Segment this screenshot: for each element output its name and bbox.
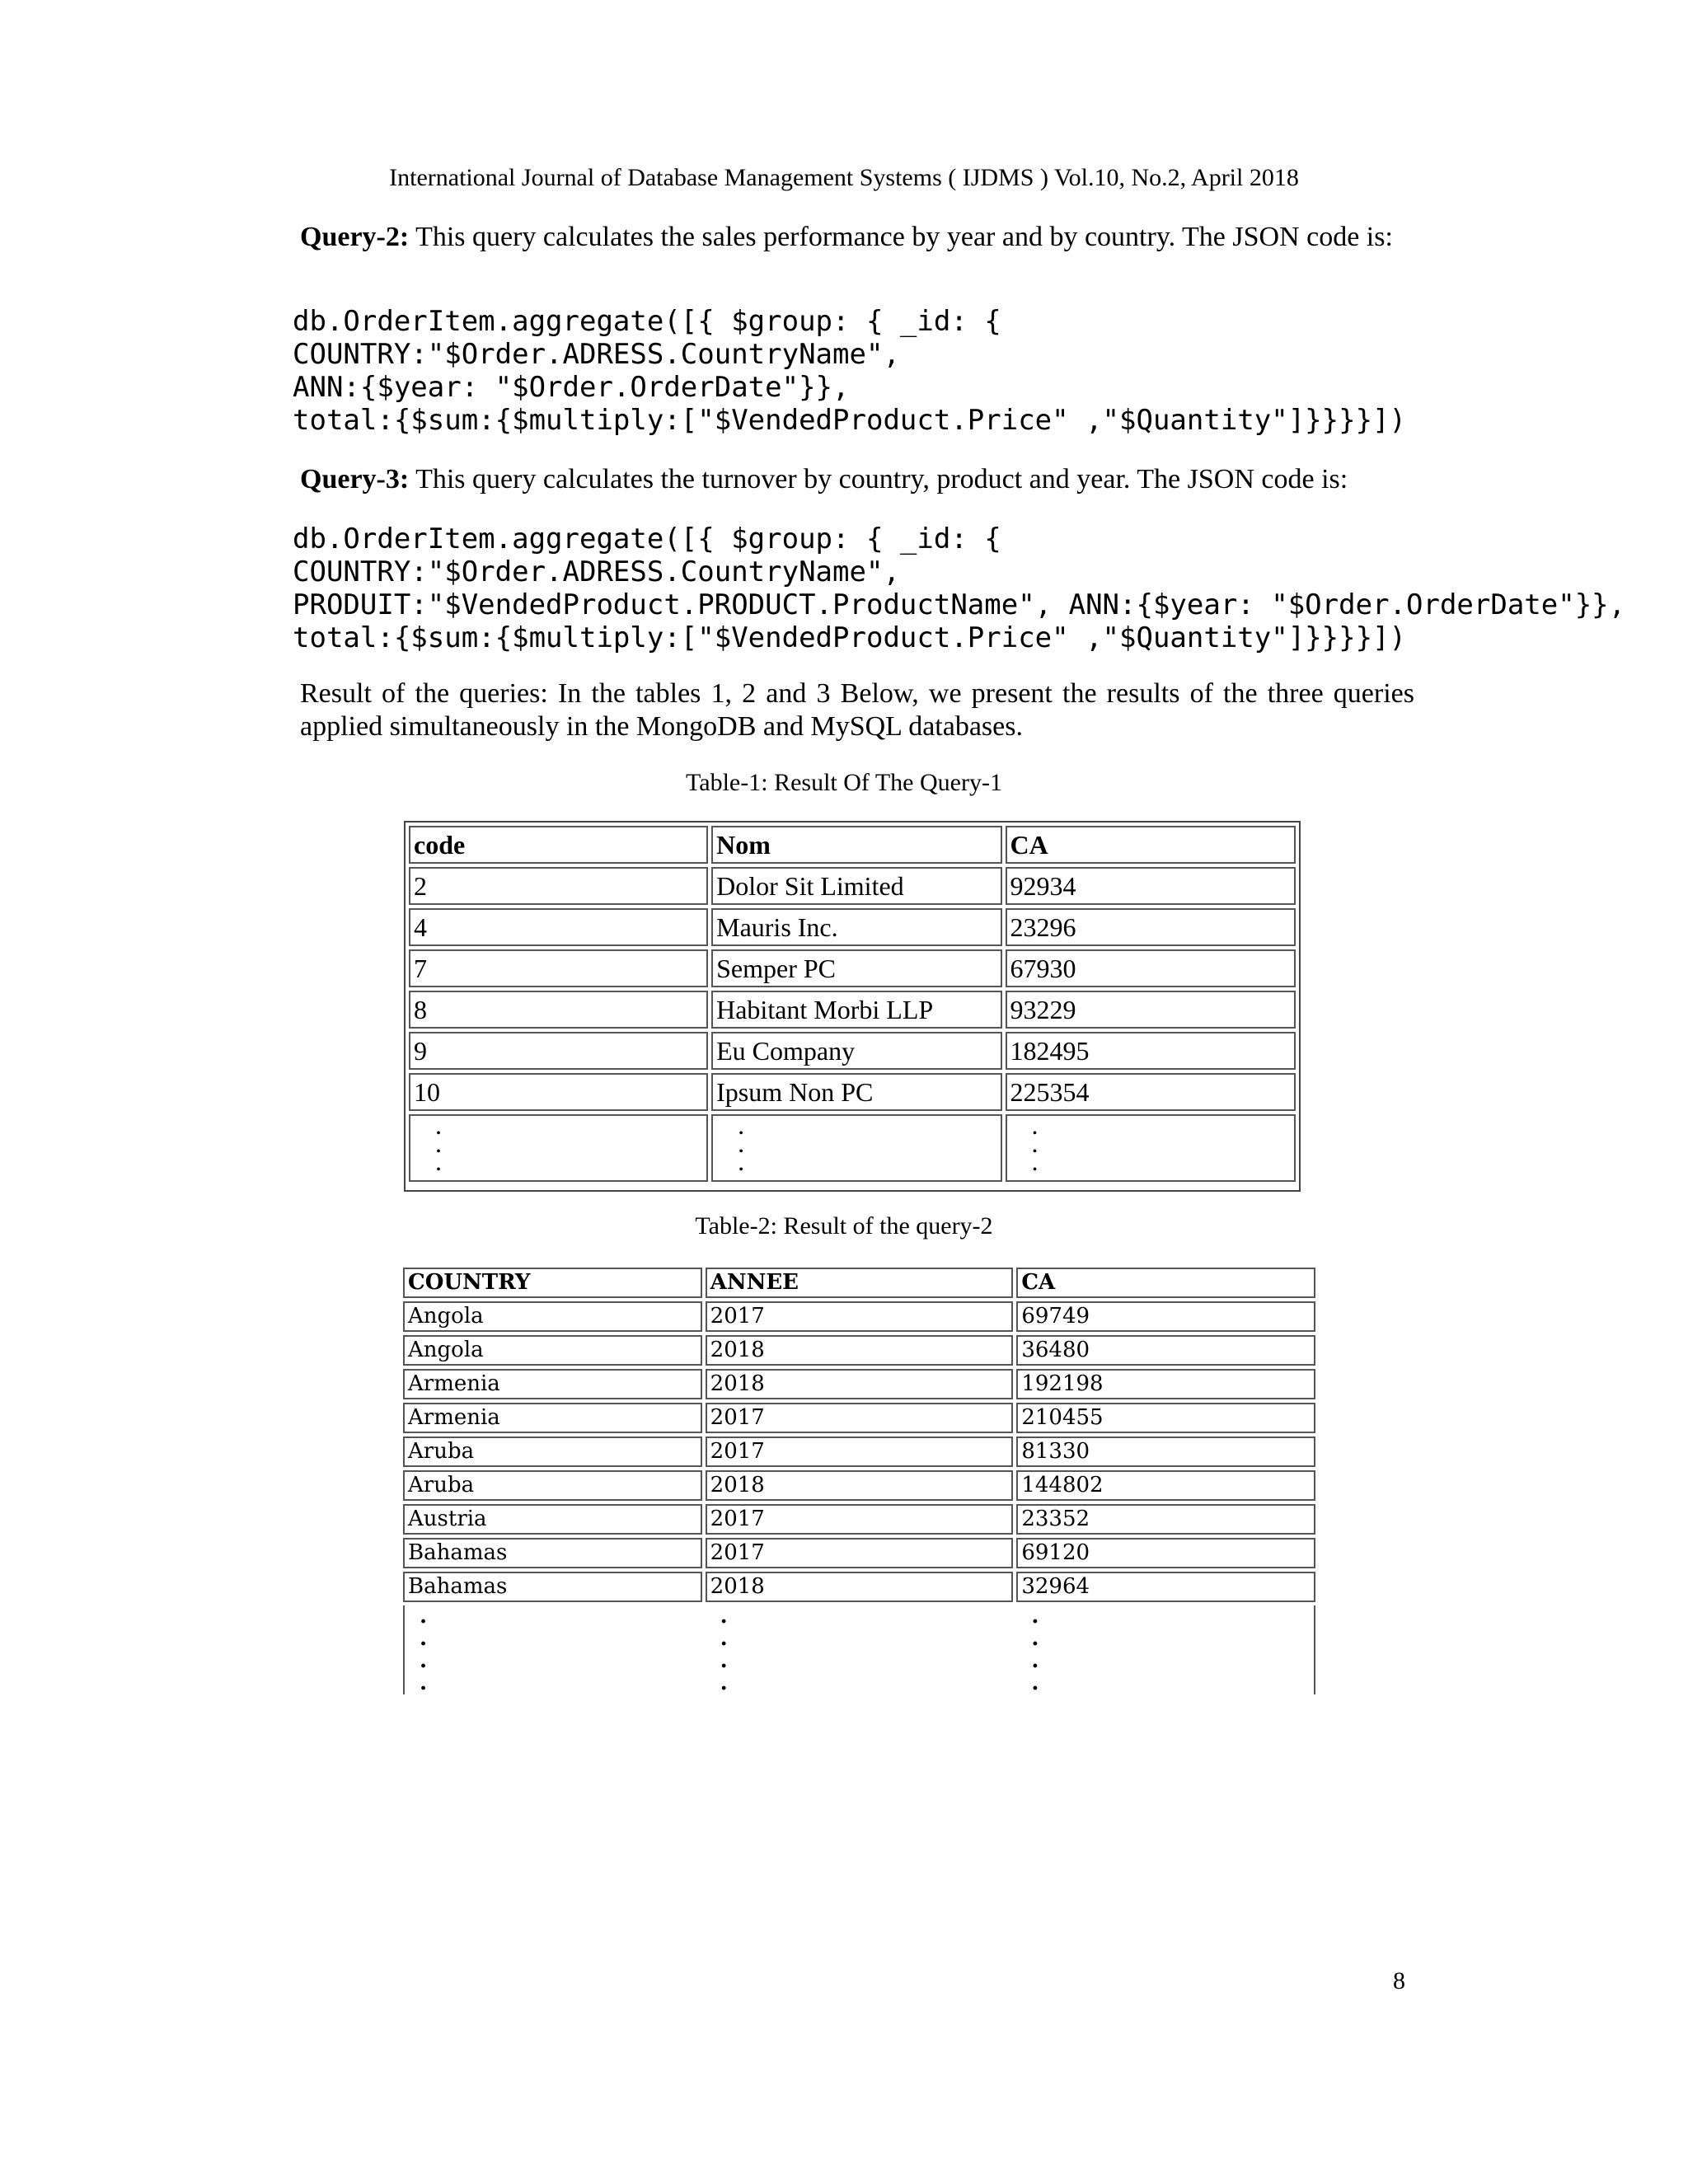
query2-code: db.OrderItem.aggregate([{ $group: { _id: { COUNTRY:"$Order.ADRESS.CountryName", ANN:{$year: "$Order.OrderDate"}}, total:{$sum:{$multiply:["$VendedProduct.Price" ,"$Quantity"]}}}}]) (293, 305, 1407, 437)
table-cell: 2017 (706, 1403, 1014, 1433)
table-row (403, 1504, 1315, 1535)
table1-header-row (409, 826, 1296, 864)
table-row (409, 908, 1296, 946)
table1 (404, 821, 1301, 1192)
table2-header-ca: CA (1016, 1268, 1315, 1298)
table-cell: 69120 (1016, 1538, 1315, 1568)
table-cell: 210455 (1016, 1403, 1315, 1433)
table-cell: 8 (409, 991, 708, 1029)
table-cell: 7 (409, 949, 708, 987)
table-row (403, 1470, 1315, 1501)
table-cell: 2018 (706, 1572, 1014, 1602)
table-cell: 2018 (706, 1335, 1014, 1366)
ellipsis-cell: . . . (711, 1114, 1001, 1182)
ellipsis-row (403, 1605, 1315, 1694)
table-row (403, 1538, 1315, 1568)
query2-paragraph (300, 221, 1414, 254)
table-cell: Dolor Sit Limited (711, 867, 1001, 905)
table-cell: Armenia (403, 1369, 702, 1399)
table-cell: 32964 (1016, 1572, 1315, 1602)
table-cell: Aruba (403, 1470, 702, 1501)
table-cell: Bahamas (403, 1538, 702, 1568)
table-cell: 2017 (706, 1436, 1014, 1467)
query3-text: This query calculates the turnover by country, product and year. The JSON code is: (409, 464, 1348, 494)
table2-header-country: COUNTRY (403, 1268, 702, 1298)
result-paragraph: Result of the queries: In the tables 1, 2 and 3 Below, we present the results of the three queries applied simultaneously in the MongoDB and MySQL databases. (300, 678, 1414, 742)
table1-header-code: code (409, 826, 708, 864)
table-cell: Habitant Morbi LLP (711, 991, 1001, 1029)
table-row (409, 949, 1296, 987)
table-cell: Aruba (403, 1436, 702, 1467)
table-row (403, 1403, 1315, 1433)
table2-header-row (403, 1268, 1315, 1298)
table-cell: 2017 (706, 1504, 1014, 1535)
table-cell: 2 (409, 867, 708, 905)
ellipsis-cell: . . . (1006, 1114, 1296, 1182)
table-cell: 23352 (1016, 1504, 1315, 1535)
table-row (403, 1572, 1315, 1602)
table-cell: 2018 (706, 1369, 1014, 1399)
query2-label: Query-2: (300, 222, 410, 252)
query2-text: This query calculates the sales performance by year and by country. The JSON code is: (409, 222, 1393, 252)
table-cell: 9 (409, 1032, 708, 1070)
table-cell: 92934 (1006, 867, 1296, 905)
table-cell: 93229 (1006, 991, 1296, 1029)
table-cell: 192198 (1016, 1369, 1315, 1399)
table-cell: Armenia (403, 1403, 702, 1433)
ellipsis-cell: . . . . (1016, 1605, 1315, 1694)
ellipsis-cell: . . . (409, 1114, 708, 1182)
ellipsis-row (409, 1114, 1296, 1182)
table-cell: 67930 (1006, 949, 1296, 987)
table-cell: Mauris Inc. (711, 908, 1001, 946)
table-cell: 10 (409, 1073, 708, 1111)
table-cell: 144802 (1016, 1470, 1315, 1501)
ellipsis-cell: . . . . (720, 1604, 728, 1694)
table-row (403, 1335, 1315, 1366)
table-cell: Eu Company (711, 1032, 1001, 1070)
table-cell: 225354 (1006, 1073, 1296, 1111)
table-cell: 69749 (1016, 1301, 1315, 1332)
table-cell: Angola (403, 1301, 702, 1332)
table-cell: 2018 (706, 1470, 1014, 1501)
table-cell: 23296 (1006, 908, 1296, 946)
table1-header-nom: Nom (711, 826, 1001, 864)
table-cell: 36480 (1016, 1335, 1315, 1366)
table-row (409, 991, 1296, 1029)
table-cell: Angola (403, 1335, 702, 1366)
query3-label: Query-3: (300, 464, 410, 494)
table1-caption: Table-1: Result Of The Query-1 (686, 769, 1002, 796)
table-cell: 2017 (706, 1301, 1014, 1332)
page-number: 8 (1393, 1967, 1405, 1994)
table-cell: Ipsum Non PC (711, 1073, 1001, 1111)
query3-paragraph (300, 463, 1414, 496)
query3-code: db.OrderItem.aggregate([{ $group: { _id: { COUNTRY:"$Order.ADRESS.CountryName", PRODUIT:"$VendedProduct.PRODUCT.ProductName", ANN:{$year: "$Order.OrderDate"}}, total:{$sum:{$multiply:["$VendedProduct.Price" ,"$Quantity"]}}}}]) (293, 523, 1626, 654)
table-row (403, 1301, 1315, 1332)
table2-header-annee: ANNEE (706, 1268, 1014, 1298)
table-cell: Semper PC (711, 949, 1001, 987)
table-row (403, 1436, 1315, 1467)
table2 (400, 1264, 1319, 1694)
table-row (409, 1073, 1296, 1111)
table-row (403, 1369, 1315, 1399)
table-row (409, 1032, 1296, 1070)
table2-caption: Table-2: Result of the query-2 (695, 1212, 993, 1240)
table-row (409, 867, 1296, 905)
ellipsis-cell: . . . . (403, 1605, 702, 1694)
table1-header-ca: CA (1006, 826, 1296, 864)
table-cell: Austria (403, 1504, 702, 1535)
table-cell: 2017 (706, 1538, 1014, 1568)
running-header: International Journal of Database Management Systems ( IJDMS ) Vol.10, No.2, April 2018 (389, 164, 1299, 191)
table-cell: 81330 (1016, 1436, 1315, 1467)
table-cell: 4 (409, 908, 708, 946)
table-cell: 182495 (1006, 1032, 1296, 1070)
table-cell: Bahamas (403, 1572, 702, 1602)
